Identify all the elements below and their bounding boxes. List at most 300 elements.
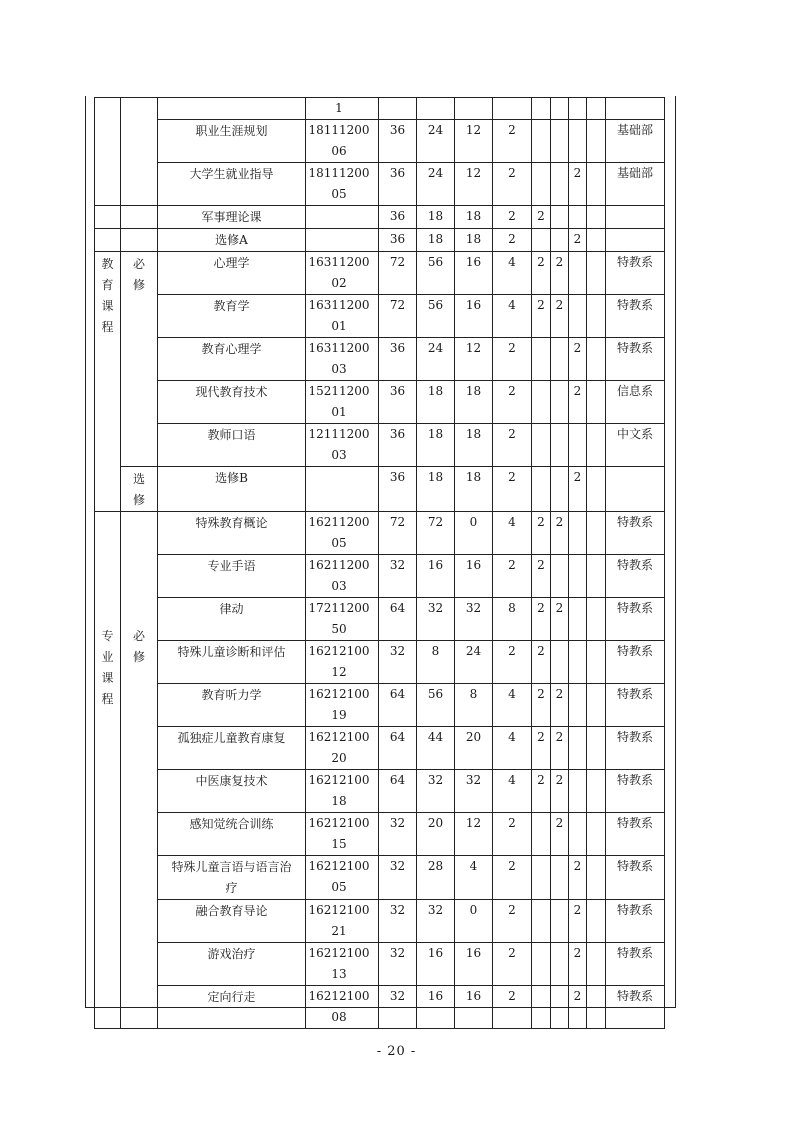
- semester-2-hours: 2: [551, 252, 569, 295]
- table-row: [95, 381, 665, 424]
- semester-3-hours: 2: [569, 900, 587, 943]
- table-row: [95, 555, 665, 598]
- semester-1-hours: [532, 943, 551, 986]
- semester-2-hours: [551, 120, 569, 163]
- course-name: [158, 598, 306, 641]
- course-code-text: 1721120050: [308, 601, 370, 636]
- semester-1-hours: [532, 381, 551, 424]
- theory-hours: 32: [417, 900, 455, 943]
- department: 基础部: [606, 163, 665, 206]
- semester-1-hours: 2: [532, 555, 551, 598]
- semester-3-hours: [569, 512, 587, 555]
- theory-hours: 56: [417, 295, 455, 338]
- semester-4-hours: [587, 120, 606, 163]
- total-hours: [379, 98, 417, 120]
- edu-category-cell-text: 教育课程: [101, 257, 114, 334]
- table-row: [95, 512, 665, 555]
- semester-2-hours: [551, 229, 569, 252]
- course-code: [306, 512, 379, 555]
- semester-3-hours: [569, 641, 587, 684]
- course-name-text: 军事理论课: [201, 210, 262, 224]
- department: 中文系: [606, 424, 665, 467]
- semester-2-hours: [551, 943, 569, 986]
- theory-hours: 56: [417, 252, 455, 295]
- theory-hours: 24: [417, 163, 455, 206]
- group-cell-blank-a: [95, 206, 121, 229]
- course-code-text: 1631120002: [308, 255, 370, 290]
- table-row: [95, 727, 665, 770]
- total-hours: 64: [379, 727, 417, 770]
- semester-1-hours: [532, 467, 551, 512]
- theory-hours: 24: [417, 338, 455, 381]
- department: 特教系: [606, 555, 665, 598]
- course-code: [306, 381, 379, 424]
- course-code: [306, 252, 379, 295]
- major-required-cell: [121, 512, 158, 1029]
- table-row: [95, 206, 665, 229]
- practice-hours: 24: [455, 641, 493, 684]
- course-name: [158, 684, 306, 727]
- semester-1-hours: 2: [532, 252, 551, 295]
- semester-3-hours: [569, 727, 587, 770]
- total-hours: 72: [379, 295, 417, 338]
- course-name-text: 教师口语: [207, 428, 256, 442]
- total-hours: 36: [379, 467, 417, 512]
- semester-4-hours: [587, 252, 606, 295]
- group-cell-blank-b: [121, 206, 158, 229]
- semester-4-hours: [587, 856, 606, 900]
- credits: 2: [493, 900, 532, 943]
- practice-hours: 8: [455, 684, 493, 727]
- semester-2-hours: [551, 641, 569, 684]
- course-code: [306, 295, 379, 338]
- semester-3-hours: [569, 295, 587, 338]
- course-name-text: 心理学: [213, 256, 250, 270]
- semester-4-hours: [587, 381, 606, 424]
- total-hours: 32: [379, 943, 417, 986]
- credits: 8: [493, 598, 532, 641]
- course-name-text: 中医康复技术: [195, 774, 268, 788]
- total-hours: 64: [379, 598, 417, 641]
- total-hours: 32: [379, 555, 417, 598]
- department: [606, 98, 665, 120]
- semester-4-hours: [587, 598, 606, 641]
- course-name-text: 特殊儿童言语与语言治疗: [171, 860, 292, 895]
- course-code: [306, 338, 379, 381]
- semester-4-hours: [587, 943, 606, 986]
- credits: 2: [493, 381, 532, 424]
- theory-hours: 32: [417, 598, 455, 641]
- semester-3-hours: 2: [569, 467, 587, 512]
- department: [606, 229, 665, 252]
- course-name: [158, 856, 306, 900]
- course-code: [306, 813, 379, 856]
- theory-hours: 18: [417, 467, 455, 512]
- total-hours: 36: [379, 424, 417, 467]
- department: [606, 206, 665, 229]
- course-code-text: 1631120003: [308, 341, 370, 376]
- course-code: [306, 424, 379, 467]
- credits: 2: [493, 813, 532, 856]
- semester-3-hours: [569, 98, 587, 120]
- table-row: [95, 900, 665, 943]
- major-category-cell-text: 专业课程: [101, 629, 114, 706]
- credits: 4: [493, 684, 532, 727]
- credits: 2: [493, 467, 532, 512]
- course-name: [158, 727, 306, 770]
- credits: [493, 98, 532, 120]
- course-code-text: 1621210020: [308, 730, 370, 765]
- course-code: [306, 98, 379, 120]
- theory-hours: 18: [417, 229, 455, 252]
- table-row: [95, 943, 665, 986]
- course-name: [158, 252, 306, 295]
- course-code-text: 1621210008: [308, 989, 370, 1024]
- total-hours: 36: [379, 229, 417, 252]
- semester-4-hours: [587, 684, 606, 727]
- course-code: [306, 555, 379, 598]
- department: 特教系: [606, 727, 665, 770]
- course-name-text: 大学生就业指导: [189, 167, 274, 181]
- theory-hours: 56: [417, 684, 455, 727]
- table-row: [95, 252, 665, 295]
- table-row: [95, 424, 665, 467]
- semester-3-hours: 2: [569, 229, 587, 252]
- course-name: [158, 986, 306, 1029]
- practice-hours: [455, 98, 493, 120]
- table-row: [95, 163, 665, 206]
- practice-hours: 20: [455, 727, 493, 770]
- course-code-text: 1521120001: [308, 384, 370, 419]
- practice-hours: 18: [455, 229, 493, 252]
- department: 特教系: [606, 338, 665, 381]
- edu-elective-cell-text: 选修: [133, 472, 146, 507]
- credits: 4: [493, 295, 532, 338]
- total-hours: 36: [379, 206, 417, 229]
- theory-hours: 72: [417, 512, 455, 555]
- semester-2-hours: 2: [551, 770, 569, 813]
- course-name-text: 教育心理学: [201, 342, 262, 356]
- semester-1-hours: [532, 424, 551, 467]
- department: 特教系: [606, 641, 665, 684]
- table-row: [95, 986, 665, 1029]
- group-cell-blank-c: [95, 229, 121, 252]
- total-hours: 32: [379, 813, 417, 856]
- semester-1-hours: 2: [532, 684, 551, 727]
- semester-1-hours: [532, 120, 551, 163]
- semester-1-hours: [532, 98, 551, 120]
- practice-hours: 16: [455, 986, 493, 1029]
- practice-hours: 32: [455, 598, 493, 641]
- total-hours: 32: [379, 900, 417, 943]
- course-code: [306, 206, 379, 229]
- theory-hours: 20: [417, 813, 455, 856]
- semester-4-hours: [587, 98, 606, 120]
- credits: 2: [493, 229, 532, 252]
- course-code-text: 1621210021: [308, 903, 370, 938]
- table-row: [95, 813, 665, 856]
- edu-category-cell: [95, 252, 121, 512]
- semester-2-hours: [551, 163, 569, 206]
- practice-hours: 16: [455, 943, 493, 986]
- table-row: [95, 98, 665, 120]
- course-name-text: 游戏治疗: [207, 947, 256, 961]
- course-name: [158, 813, 306, 856]
- page-number: - 20 -: [376, 1044, 417, 1059]
- course-table: [94, 97, 665, 1029]
- course-name: [158, 98, 306, 120]
- course-name-text: 选修B: [215, 471, 248, 485]
- course-name: [158, 641, 306, 684]
- group-cell-blank-d: [121, 229, 158, 252]
- table-row: [95, 684, 665, 727]
- semester-2-hours: [551, 555, 569, 598]
- semester-3-hours: [569, 598, 587, 641]
- theory-hours: 28: [417, 856, 455, 900]
- course-name-text: 特殊教育概论: [195, 516, 268, 530]
- course-code: [306, 163, 379, 206]
- course-code-text: 1621210005: [308, 859, 370, 894]
- semester-4-hours: [587, 512, 606, 555]
- practice-hours: 16: [455, 555, 493, 598]
- total-hours: 32: [379, 856, 417, 900]
- course-code: [306, 856, 379, 900]
- semester-3-hours: [569, 684, 587, 727]
- practice-hours: 18: [455, 467, 493, 512]
- course-name-text: 融合教育导论: [195, 904, 268, 918]
- practice-hours: 12: [455, 813, 493, 856]
- semester-3-hours: 2: [569, 338, 587, 381]
- semester-1-hours: 2: [532, 598, 551, 641]
- course-code: [306, 900, 379, 943]
- table-row: [95, 641, 665, 684]
- practice-hours: 18: [455, 381, 493, 424]
- semester-2-hours: [551, 856, 569, 900]
- practice-hours: 0: [455, 900, 493, 943]
- semester-2-hours: [551, 467, 569, 512]
- semester-3-hours: 2: [569, 986, 587, 1029]
- semester-1-hours: [532, 986, 551, 1029]
- theory-hours: 24: [417, 120, 455, 163]
- course-code-text: 1621210018: [308, 773, 370, 808]
- department: 信息系: [606, 381, 665, 424]
- course-code-text: 1621210015: [308, 816, 370, 851]
- course-code-text: 1211120003: [308, 427, 370, 462]
- course-code: [306, 770, 379, 813]
- course-code: [306, 684, 379, 727]
- department: 特教系: [606, 770, 665, 813]
- credits: 2: [493, 424, 532, 467]
- course-code: [306, 727, 379, 770]
- semester-2-hours: [551, 381, 569, 424]
- semester-2-hours: [551, 900, 569, 943]
- course-name: [158, 338, 306, 381]
- course-code: [306, 598, 379, 641]
- course-name: [158, 206, 306, 229]
- course-name: [158, 120, 306, 163]
- course-name-text: 教育学: [213, 299, 250, 313]
- semester-4-hours: [587, 467, 606, 512]
- semester-2-hours: [551, 98, 569, 120]
- department: 特教系: [606, 295, 665, 338]
- practice-hours: 32: [455, 770, 493, 813]
- semester-2-hours: [551, 338, 569, 381]
- semester-2-hours: [551, 424, 569, 467]
- credits: 2: [493, 120, 532, 163]
- practice-hours: 0: [455, 512, 493, 555]
- department: 特教系: [606, 598, 665, 641]
- semester-3-hours: 2: [569, 943, 587, 986]
- theory-hours: 44: [417, 727, 455, 770]
- course-name: [158, 229, 306, 252]
- semester-4-hours: [587, 163, 606, 206]
- theory-hours: 16: [417, 986, 455, 1029]
- department: 特教系: [606, 900, 665, 943]
- semester-4-hours: [587, 813, 606, 856]
- semester-4-hours: [587, 770, 606, 813]
- course-name-text: 定向行走: [207, 990, 256, 1004]
- semester-4-hours: [587, 338, 606, 381]
- theory-hours: 16: [417, 943, 455, 986]
- semester-4-hours: [587, 727, 606, 770]
- course-code-text: 1621120003: [308, 558, 370, 593]
- credits: 2: [493, 206, 532, 229]
- semester-1-hours: [532, 856, 551, 900]
- department: 特教系: [606, 684, 665, 727]
- practice-hours: 18: [455, 206, 493, 229]
- course-code: [306, 986, 379, 1029]
- course-code: [306, 641, 379, 684]
- semester-3-hours: [569, 813, 587, 856]
- course-code-text: 1811120005: [308, 166, 370, 201]
- course-code-text: 1621210013: [308, 946, 370, 981]
- course-code-text: 1621210019: [308, 687, 370, 722]
- practice-hours: 12: [455, 338, 493, 381]
- practice-hours: 12: [455, 163, 493, 206]
- semester-4-hours: [587, 295, 606, 338]
- department: 特教系: [606, 856, 665, 900]
- semester-3-hours: [569, 206, 587, 229]
- course-name: [158, 555, 306, 598]
- total-hours: 32: [379, 986, 417, 1029]
- theory-hours: 18: [417, 381, 455, 424]
- theory-hours: 18: [417, 206, 455, 229]
- semester-3-hours: [569, 424, 587, 467]
- semester-1-hours: [532, 163, 551, 206]
- semester-1-hours: [532, 338, 551, 381]
- credits: 4: [493, 770, 532, 813]
- credits: 4: [493, 727, 532, 770]
- total-hours: 36: [379, 163, 417, 206]
- semester-2-hours: 2: [551, 813, 569, 856]
- table-row: [95, 338, 665, 381]
- course-name-text: 职业生涯规划: [195, 124, 268, 138]
- total-hours: 32: [379, 641, 417, 684]
- semester-1-hours: [532, 229, 551, 252]
- semester-3-hours: 2: [569, 381, 587, 424]
- credits: 2: [493, 338, 532, 381]
- department: [606, 467, 665, 512]
- course-code-text: 1631120001: [308, 298, 370, 333]
- theory-hours: 8: [417, 641, 455, 684]
- major-category-cell: [95, 512, 121, 1029]
- table-row: [95, 467, 665, 512]
- department: 基础部: [606, 120, 665, 163]
- course-code: [306, 943, 379, 986]
- semester-4-hours: [587, 900, 606, 943]
- department: 特教系: [606, 813, 665, 856]
- edu-required-cell-text: 必修: [133, 257, 146, 292]
- course-name-text: 教育听力学: [201, 688, 262, 702]
- group-cell-top-a: [95, 98, 121, 206]
- department: 特教系: [606, 986, 665, 1029]
- practice-hours: 12: [455, 120, 493, 163]
- semester-2-hours: [551, 986, 569, 1029]
- table-row: [95, 770, 665, 813]
- edu-required-cell: [121, 252, 158, 467]
- semester-2-hours: 2: [551, 684, 569, 727]
- semester-4-hours: [587, 206, 606, 229]
- credits: 2: [493, 856, 532, 900]
- practice-hours: 18: [455, 424, 493, 467]
- theory-hours: 18: [417, 424, 455, 467]
- group-cell-top-b: [121, 98, 158, 206]
- semester-3-hours: [569, 555, 587, 598]
- semester-1-hours: 2: [532, 727, 551, 770]
- credits: 4: [493, 252, 532, 295]
- course-name-text: 选修A: [215, 233, 248, 247]
- table-row: [95, 120, 665, 163]
- course-code: [306, 120, 379, 163]
- total-hours: 64: [379, 770, 417, 813]
- course-name-text: 现代教育技术: [195, 385, 268, 399]
- course-name-text: 律动: [219, 602, 244, 616]
- major-required-cell-text: 必修: [133, 629, 146, 664]
- course-code: [306, 467, 379, 512]
- semester-2-hours: 2: [551, 295, 569, 338]
- total-hours: 72: [379, 512, 417, 555]
- semester-4-hours: [587, 555, 606, 598]
- theory-hours: [417, 98, 455, 120]
- semester-2-hours: [551, 206, 569, 229]
- semester-4-hours: [587, 641, 606, 684]
- table-row: [95, 856, 665, 900]
- course-name: [158, 900, 306, 943]
- course-name-text: 专业手语: [207, 559, 256, 573]
- edu-elective-cell: [121, 467, 158, 512]
- course-code-text: 1621210012: [308, 644, 370, 679]
- course-name: [158, 381, 306, 424]
- course-name-text: 特殊儿童诊断和评估: [177, 645, 286, 659]
- table-row: [95, 229, 665, 252]
- credits: 2: [493, 163, 532, 206]
- course-name: [158, 943, 306, 986]
- semester-3-hours: [569, 770, 587, 813]
- course-name: [158, 163, 306, 206]
- credits: 2: [493, 641, 532, 684]
- semester-1-hours: 2: [532, 512, 551, 555]
- course-name: [158, 467, 306, 512]
- semester-3-hours: [569, 252, 587, 295]
- credits: 2: [493, 986, 532, 1029]
- semester-1-hours: 2: [532, 295, 551, 338]
- total-hours: 36: [379, 338, 417, 381]
- theory-hours: 16: [417, 555, 455, 598]
- credits: 2: [493, 943, 532, 986]
- practice-hours: 16: [455, 252, 493, 295]
- course-code-text: 1: [335, 101, 343, 115]
- semester-2-hours: 2: [551, 727, 569, 770]
